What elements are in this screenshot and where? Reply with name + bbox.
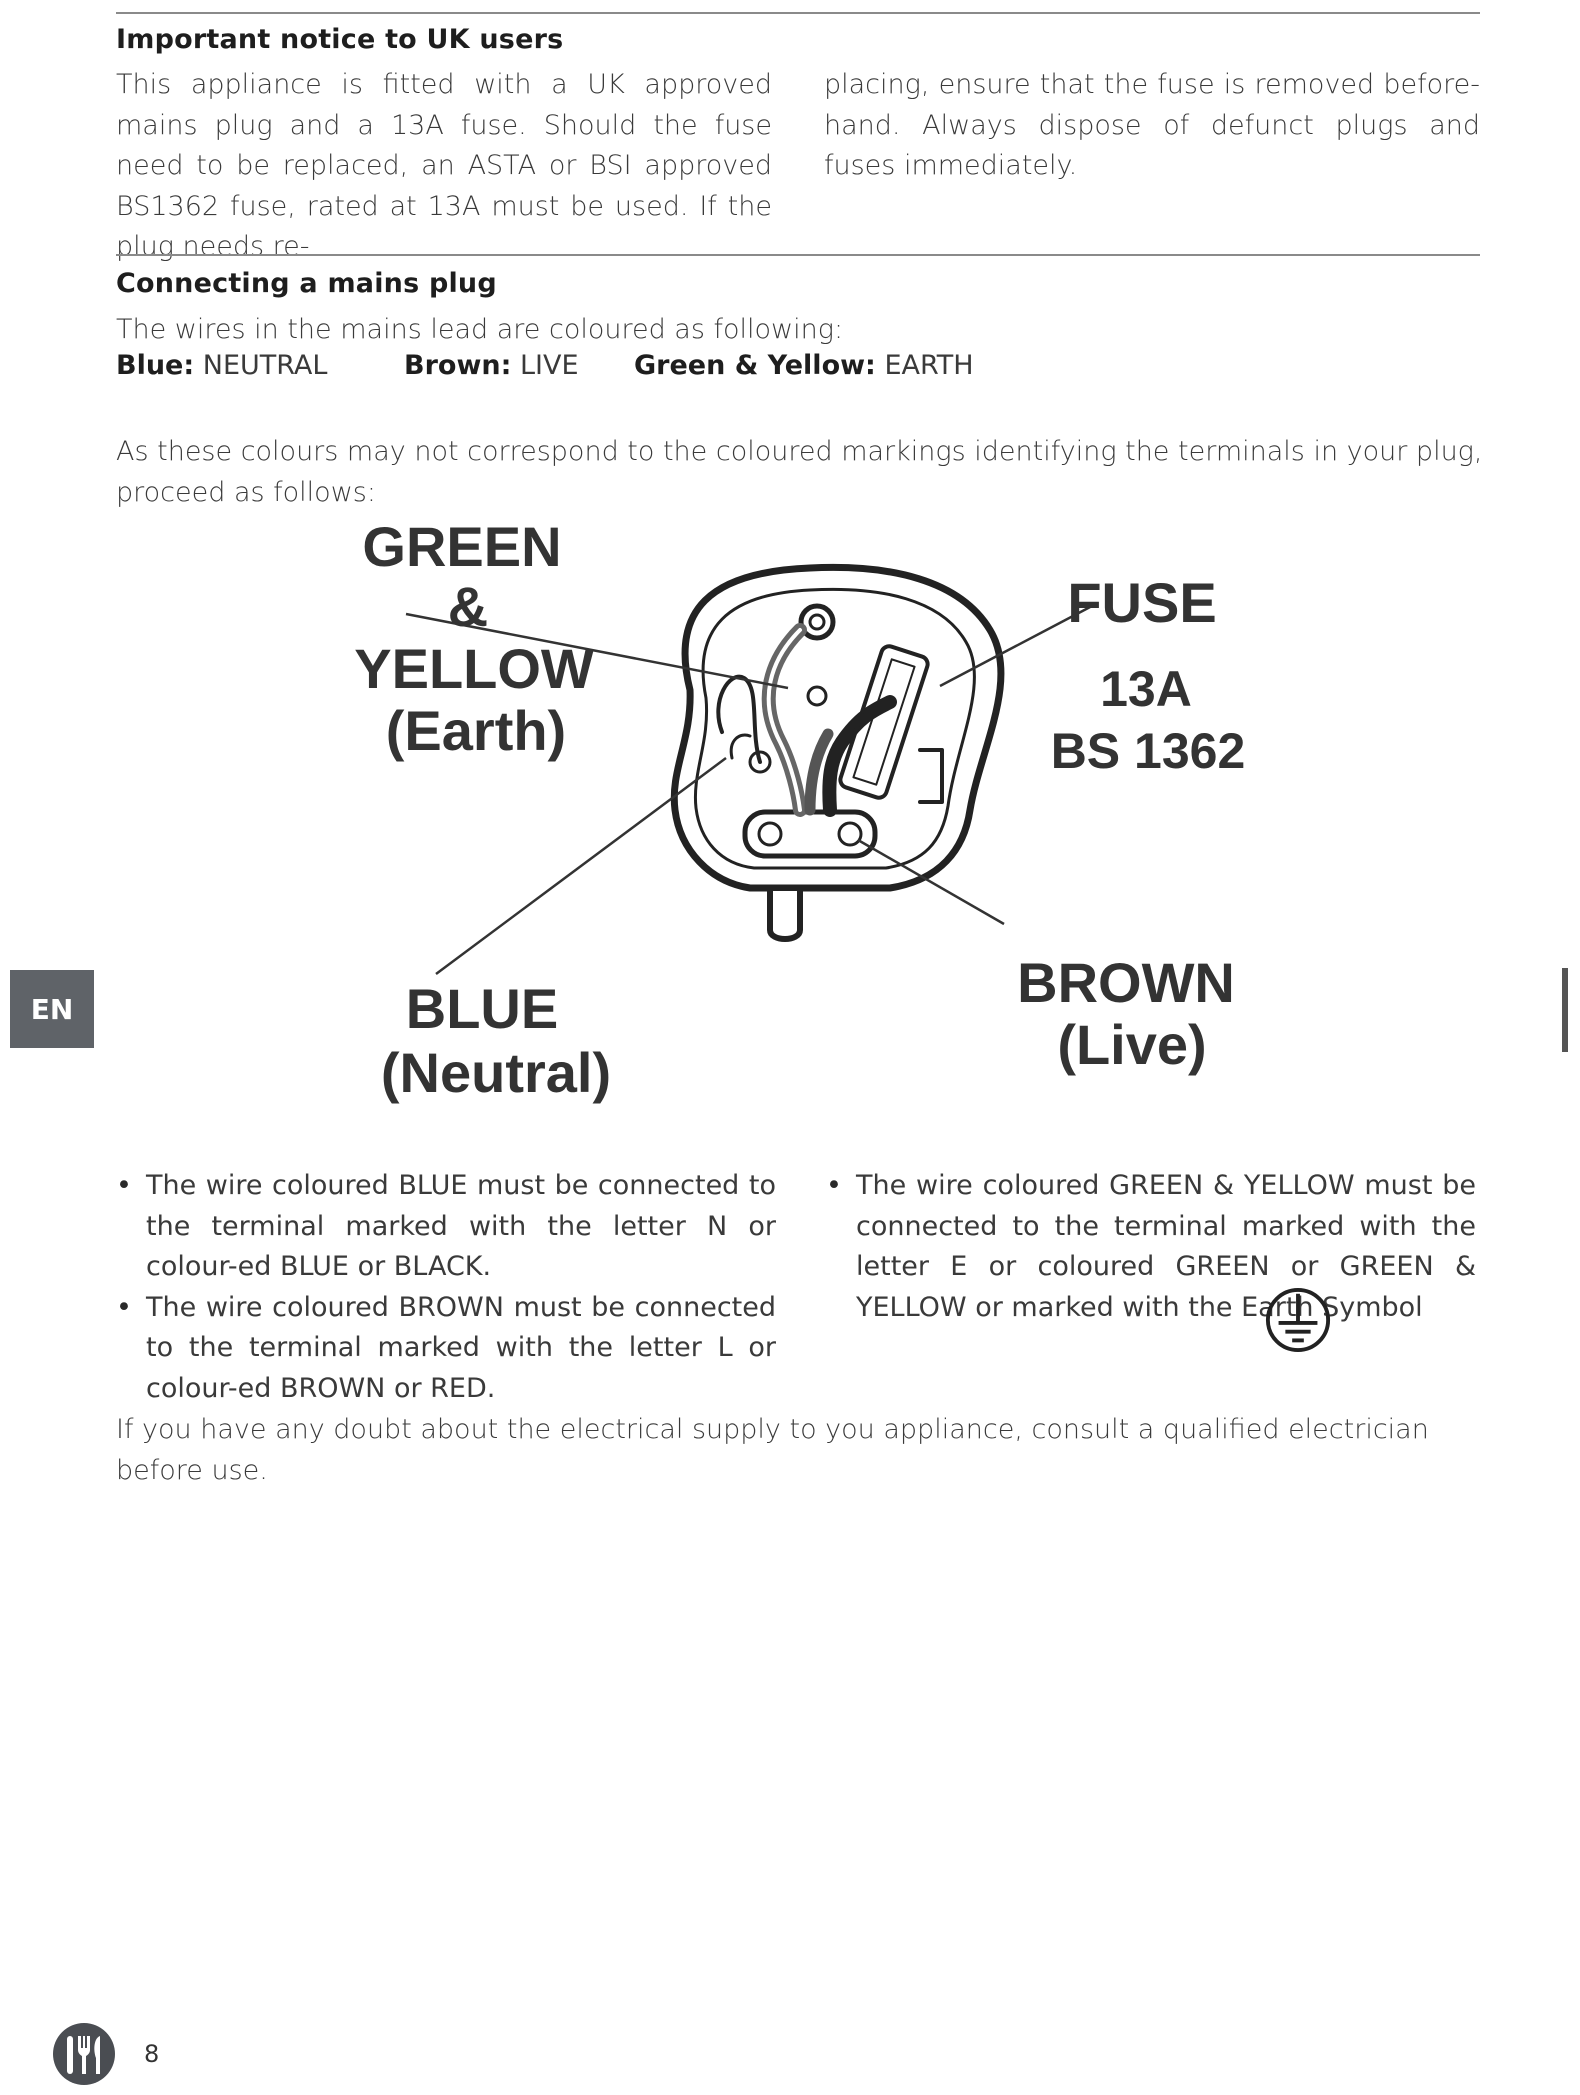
plug-wiring-diagram xyxy=(330,510,1280,1130)
page-number: 8 xyxy=(144,2040,160,2068)
label-neutral: (Neutral) xyxy=(380,1041,612,1104)
wires-intro: The wires in the mains lead are coloured as following: xyxy=(116,314,844,345)
top-rule xyxy=(116,12,1480,14)
label-live: (Live) xyxy=(1057,1013,1207,1076)
plug-body xyxy=(674,567,1001,939)
closing-text: If you have any doubt about the electrical supply to you appliance, consult a qualified electrician before use. xyxy=(116,1414,1429,1486)
label-ampersand: & xyxy=(447,575,489,638)
bullet-brown-wire: • The wire coloured BROWN must be connected to the terminal marked with the letter L or colour-ed BROWN or RED. xyxy=(116,1288,776,1410)
section-heading-mains-plug: Connecting a mains plug xyxy=(116,268,497,299)
section-heading-uk-notice: Important notice to UK users xyxy=(116,24,564,55)
page-edge-marker xyxy=(1562,968,1568,1052)
label-13a: 13A xyxy=(1100,661,1192,717)
bullets-left-column xyxy=(116,1166,776,1409)
bullet-blue-wire: • The wire coloured BLUE must be connected to the terminal marked with the letter N or colour-ed BLUE or BLACK. xyxy=(116,1166,776,1288)
proceed-text: As these colours may not correspond to the coloured markings identifying the terminals in your plug, proceed as follows: xyxy=(116,436,1483,508)
colour-brown: Brown: LIVE xyxy=(404,350,579,381)
colour-blue: Blue: NEUTRAL xyxy=(116,350,328,381)
section-rule xyxy=(116,254,1480,256)
earth-symbol-icon xyxy=(1264,1286,1332,1354)
label-earth: (Earth) xyxy=(385,699,567,762)
cutlery-logo-icon xyxy=(52,2022,116,2086)
label-blue: BLUE xyxy=(405,977,559,1040)
uk-notice-right-column: placing, ensure that the fuse is removed before-hand. Always dispose of defunct plugs and fuses immediately. xyxy=(824,69,1480,181)
bullet-earth-text: The wire coloured GREEN & YELLOW must be connected to the terminal marked with the letter E or coloured GREEN or GREEN & YELLOW or marked with the Earth Symbol xyxy=(856,1170,1476,1323)
bullet-earth-wire xyxy=(826,1166,1476,1328)
bullets-right-column xyxy=(826,1166,1476,1328)
label-green: GREEN xyxy=(362,515,562,578)
uk-notice-left-column: This appliance is fitted with a UK approved mains plug and a 13A fuse. Should the fuse need to be replaced, an ASTA or BSI approved BS1362 fuse, rated at 13A must be used. If the plug needs re- xyxy=(116,69,772,262)
colour-green-yellow: Green & Yellow: EARTH xyxy=(634,350,974,381)
label-fuse: FUSE xyxy=(1067,571,1217,634)
label-bs1362: BS 1362 xyxy=(1050,723,1246,779)
language-tab[interactable]: EN xyxy=(10,970,94,1048)
label-brown: BROWN xyxy=(1017,951,1235,1014)
label-yellow: YELLOW xyxy=(354,637,594,700)
